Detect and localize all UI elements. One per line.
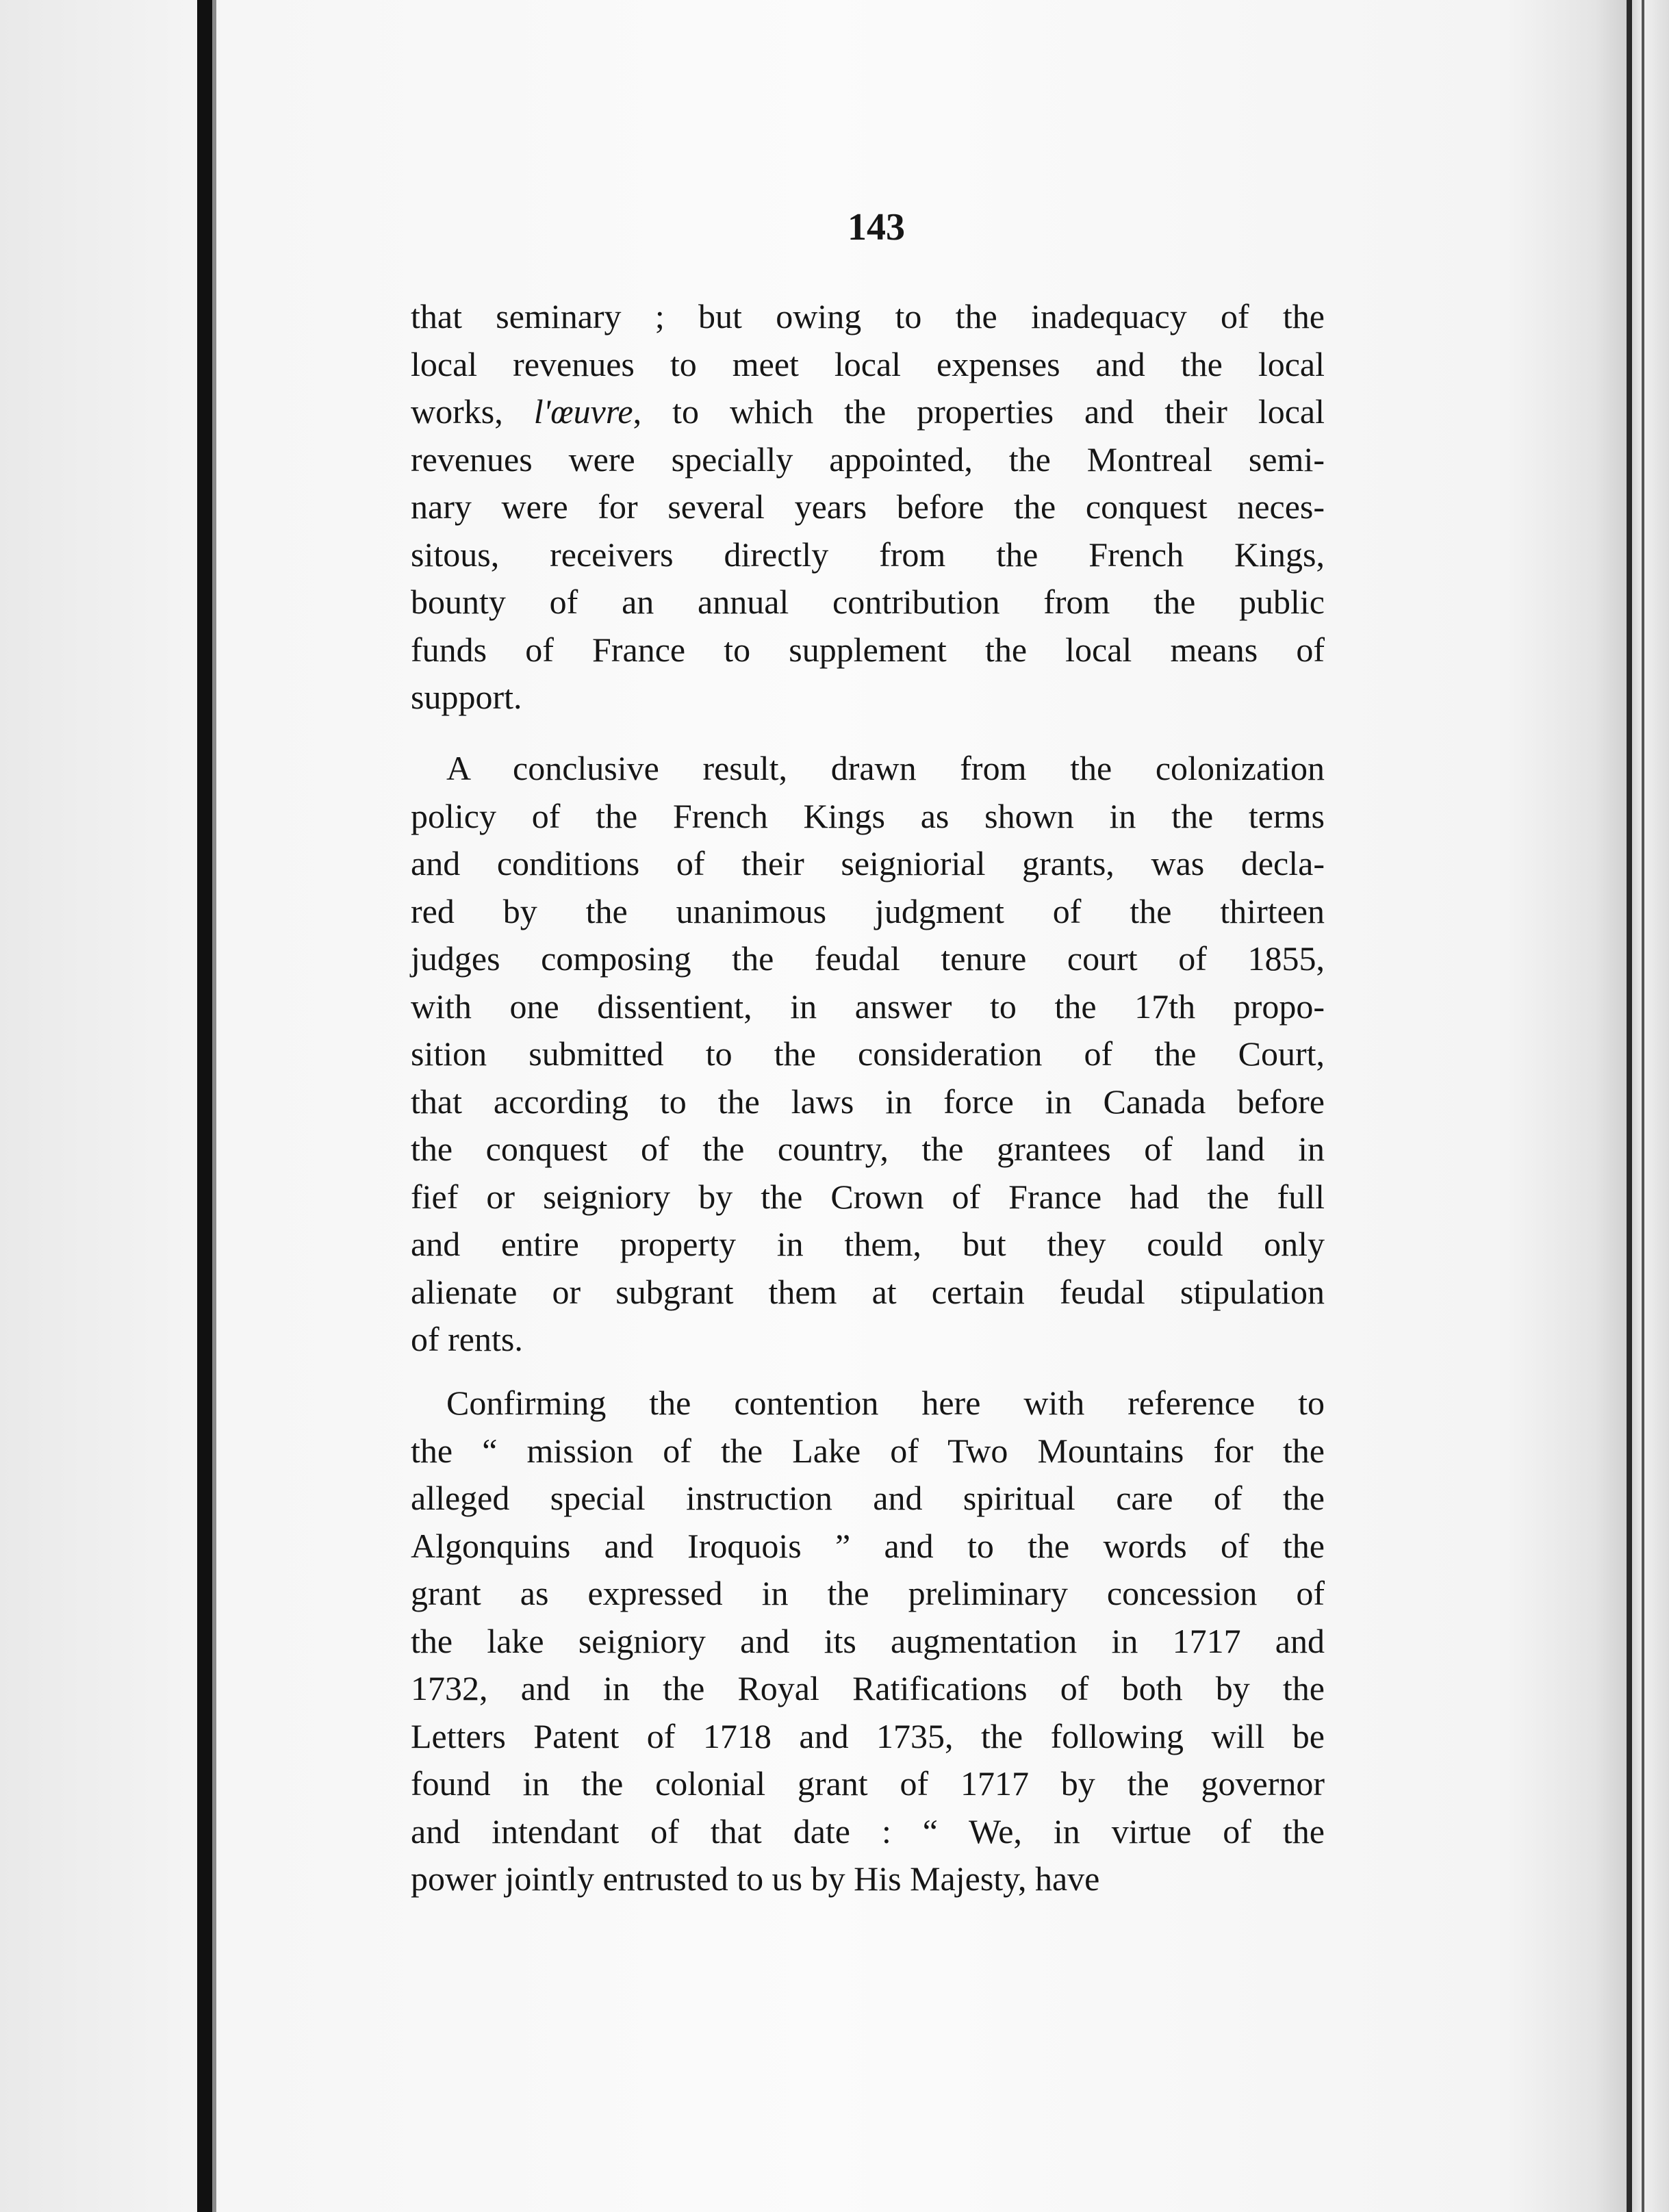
text-line: Algonquins and Iroquois ” and to the words of the [411, 1526, 1325, 1565]
book-binding-edge [212, 0, 216, 2212]
text-line: policy of the French Kings as shown in the terms [411, 796, 1325, 835]
text-line: sitous, receivers directly from the French Kings, [411, 535, 1325, 574]
text-line: the conquest of the country, the grantees of land in [411, 1130, 1325, 1168]
text-line: and conditions of their seigniorial grants, was decla- [411, 844, 1325, 882]
text-line: judges composing the feudal tenure court of 1855, [411, 939, 1325, 978]
text-line: alienate or subgrant them at certain feudal stipulation [411, 1272, 1325, 1311]
text-line: with one dissentient, in answer to the 17th propo- [411, 987, 1325, 1026]
paragraph-1 [411, 293, 1325, 722]
text-line: bounty of an annual contribution from the public [411, 583, 1325, 621]
text-line: red by the unanimous judgment of the thirteen [411, 891, 1325, 930]
page-number: 143 [848, 206, 905, 249]
text-line: Confirming the contention here with reference to [446, 1384, 1325, 1422]
text-line: found in the colonial grant of 1717 by the governor [411, 1764, 1325, 1803]
text-line: fief or seigniory by the Crown of France had the full [411, 1177, 1325, 1216]
page-edge-shadow [1627, 0, 1632, 2212]
italic-term: l'œuvre [533, 392, 633, 431]
text-line: that seminary ; but owing to the inadequacy of the [411, 297, 1325, 335]
text-line: sition submitted to the consideration of the Court, [411, 1034, 1325, 1073]
text-segment: works, [411, 392, 534, 431]
text-line: the “ mission of the Lake of Two Mountains for the [411, 1431, 1325, 1470]
text-line: local revenues to meet local expenses and the local [411, 344, 1325, 383]
text-line: Letters Patent of 1718 and 1735, the following will be [411, 1716, 1325, 1755]
text-segment: , to which the properties and their local [633, 392, 1325, 431]
paragraph-3 [411, 1380, 1325, 1903]
text-line: A conclusive result, drawn from the colonization [446, 749, 1325, 787]
page-edge-line [1642, 0, 1644, 2212]
book-binding-shadow [197, 0, 212, 2212]
text-line [411, 388, 1325, 436]
text-line: that according to the laws in force in Canada before [411, 1082, 1325, 1121]
text-line: power jointly entrusted to us by His Majesty, have [411, 1859, 1100, 1898]
text-line: and intendant of that date : “ We, in virtue of the [411, 1811, 1325, 1851]
text-line: support. [411, 678, 522, 716]
text-line: grant as expressed in the preliminary concession of [411, 1574, 1325, 1612]
text-line: nary were for several years before the conquest neces- [411, 487, 1325, 526]
paragraph-2 [411, 745, 1325, 1364]
text-line: revenues were specially appointed, the Montreal semi- [411, 440, 1325, 479]
text-line: of rents. [411, 1320, 523, 1358]
text-line: 1732, and in the Royal Ratifications of both by the [411, 1669, 1325, 1707]
text-line: funds of France to supplement the local means of [411, 630, 1325, 669]
text-line: alleged special instruction and spiritual care of the [411, 1479, 1325, 1517]
text-line: the lake seigniory and its augmentation in 1717 and [411, 1621, 1325, 1660]
text-line: and entire property in them, but they could only [411, 1225, 1325, 1263]
